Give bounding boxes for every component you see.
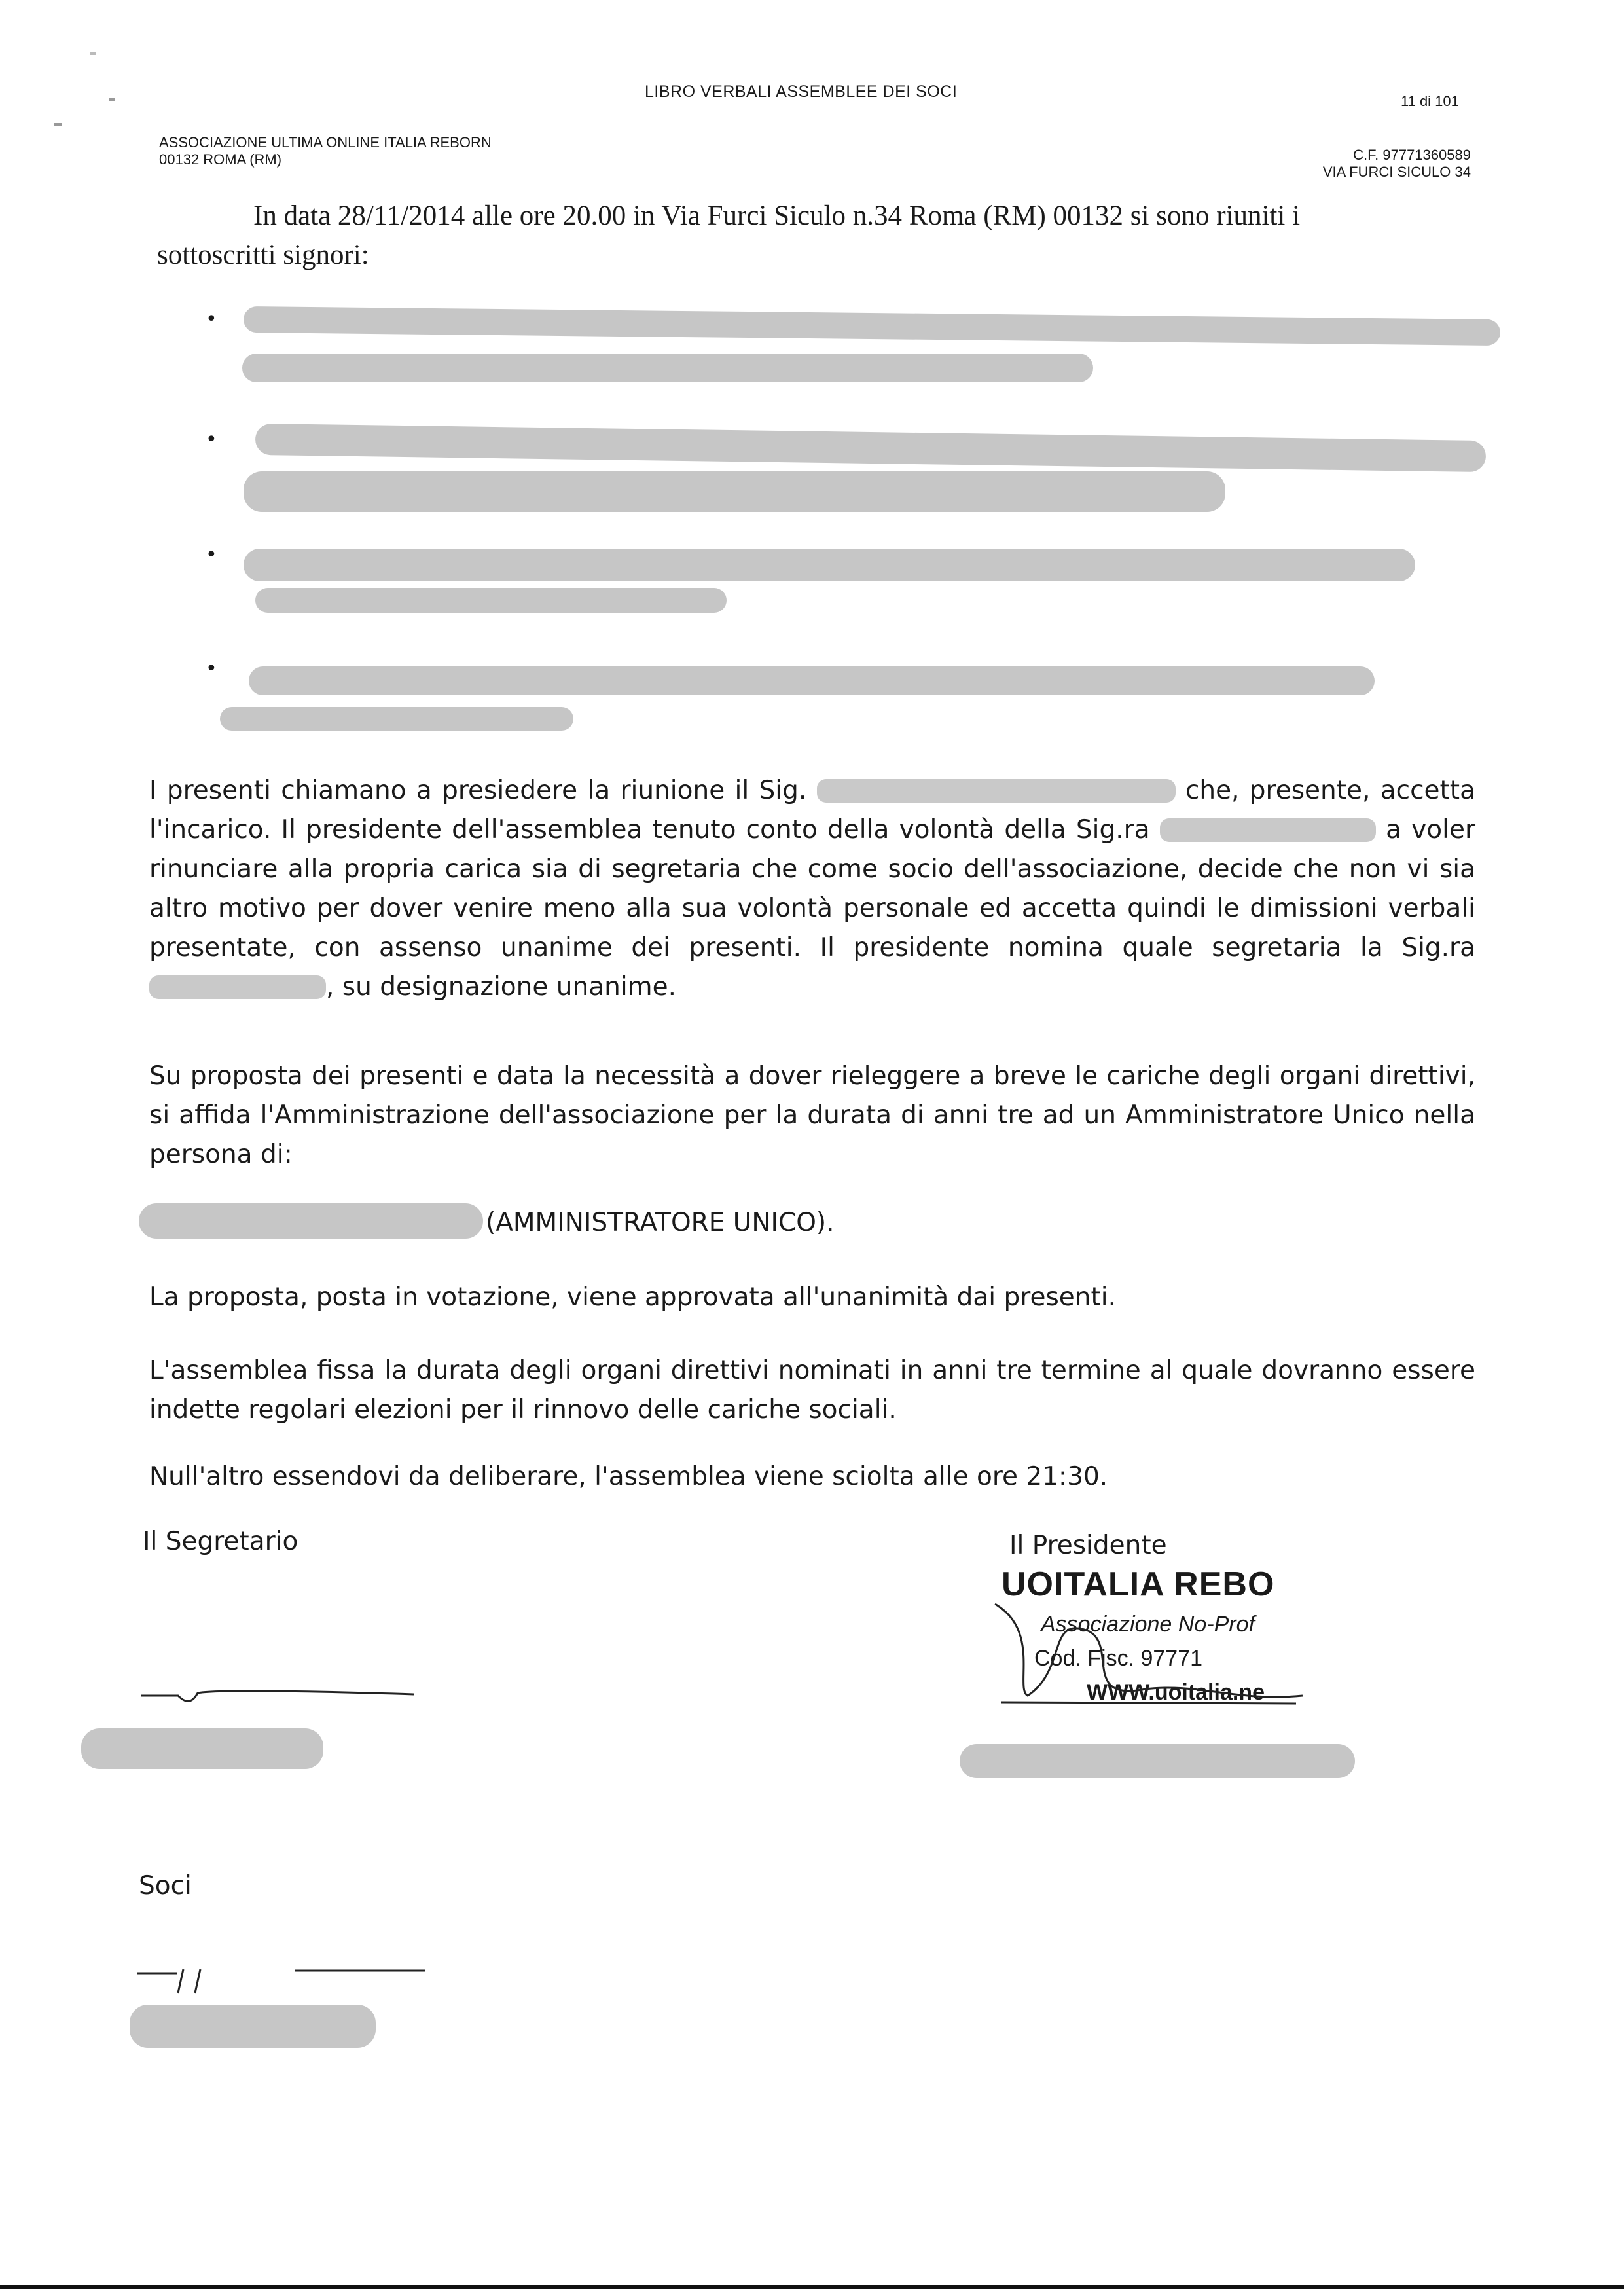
redaction <box>149 975 326 999</box>
redaction <box>255 424 1486 472</box>
attendee-bullet: • <box>206 428 217 451</box>
document-title: LIBRO VERBALI ASSEMBLEE DEI SOCI <box>645 82 958 101</box>
secretary-signature <box>139 1676 420 1709</box>
association-city: 00132 ROMA (RM) <box>159 151 282 168</box>
redaction <box>81 1728 323 1769</box>
redaction <box>220 707 573 731</box>
page-number: 11 di 101 <box>1401 93 1459 109</box>
intro-line-1: In data 28/11/2014 alle ore 20.00 in Via Furci Siculo n.34 Roma (RM) 00132 si sono riuniti i <box>253 200 1301 231</box>
member-signature <box>137 1964 432 1997</box>
members-label: Soci <box>139 1871 192 1901</box>
president-label: Il Presidente <box>1009 1531 1167 1560</box>
redaction <box>242 354 1093 382</box>
fiscal-code: C.F. 97771360589 <box>1353 147 1471 163</box>
presidency-paragraph: I presenti chiamano a presiedere la riunione il Sig. che, presente, accetta l'incarico. Il presidente dell'assemblea tenuto conto della volontà della Sig.ra a voler rinunciare alla propria carica sia di segretaria che come socio dell'associazione, decide che non vi sia altro motivo per dover venire meno alla sua volontà personale ed accetta quindi le dimissioni verbali presentate, con assenso unanime dei presenti. Il presidente nomina quale segretaria la Sig.ra , su designazione unanime. <box>149 776 1475 1002</box>
scan-artifact <box>54 123 62 126</box>
stamp-line-2: Cod. Fisc. 97771 <box>1034 1646 1203 1671</box>
president-signature <box>988 1591 1381 1715</box>
redaction <box>817 779 1176 803</box>
bottom-edge <box>0 2285 1624 2289</box>
secretary-label: Il Segretario <box>143 1527 298 1556</box>
redaction <box>960 1744 1355 1778</box>
attendee-bullet: • <box>206 543 217 566</box>
redaction <box>1160 818 1376 842</box>
association-address: VIA FURCI SICULO 34 <box>1322 164 1471 180</box>
fiscal-block <box>1323 147 1471 181</box>
duration-paragraph: L'assemblea fissa la durata degli organi direttivi nominati in anni tre termine al quale dovranno essere indette regolari elezioni per il rinnovo delle cariche sociali. <box>149 1356 1475 1425</box>
administrator-role: (AMMINISTRATORE UNICO). <box>486 1208 835 1237</box>
approval-paragraph: La proposta, posta in votazione, viene approvata all'unanimità dai presenti. <box>149 1283 1117 1312</box>
administration-paragraph: Su proposta dei presenti e data la necessità a dover rieleggere a breve le cariche degli organi direttivi, si affida l'Amministrazione dell'associazione per la durata di anni tre ad un Amministratore Unico nella persona di: <box>149 1061 1475 1169</box>
scan-artifact <box>90 52 96 55</box>
redaction <box>244 549 1415 581</box>
redaction <box>244 471 1225 512</box>
association-name: ASSOCIAZIONE ULTIMA ONLINE ITALIA REBORN <box>159 134 492 151</box>
closing-paragraph: Null'altro essendovi da deliberare, l'assemblea viene sciolta alle ore 21:30. <box>149 1462 1108 1491</box>
redaction <box>255 588 727 613</box>
stamp-line-1: Associazione No-Prof <box>1041 1612 1255 1637</box>
stamp-line-3: WWW.uoitalia.ne <box>1087 1680 1265 1705</box>
stamp-title: UOITALIA REBO <box>1001 1565 1275 1603</box>
redaction <box>249 666 1375 695</box>
intro-line-2: sottoscritti signori: <box>157 240 369 270</box>
attendee-bullet: • <box>206 657 217 680</box>
intro-paragraph <box>157 196 1466 275</box>
redaction <box>130 2005 376 2048</box>
attendee-bullet: • <box>206 308 217 331</box>
scan-artifact <box>109 98 115 101</box>
redaction <box>139 1203 483 1239</box>
president-stamp <box>988 1565 1381 1715</box>
redaction <box>244 306 1500 346</box>
association-block <box>159 134 492 168</box>
